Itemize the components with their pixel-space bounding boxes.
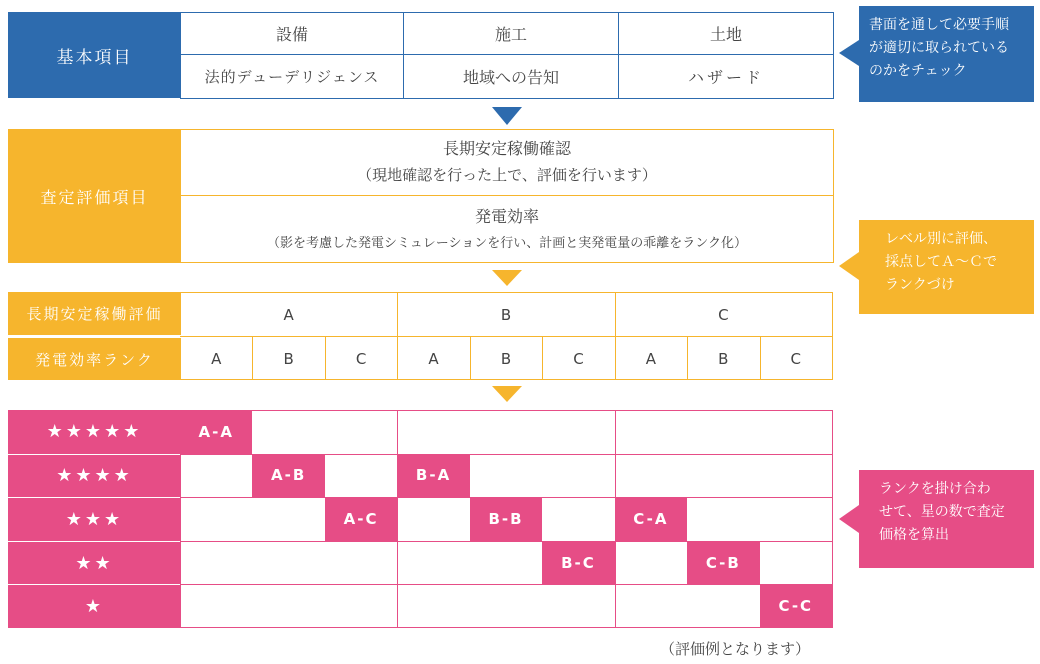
star-rating-label: ★ (8, 584, 181, 628)
matrix-tag-c-a: C-A (615, 497, 687, 541)
matrix-col-line (397, 410, 398, 628)
assessment-note-line: レベル別に評価、 (885, 231, 997, 247)
star-rating-label: ★★ (8, 541, 181, 585)
matrix-tag-a-b: A-B (252, 454, 324, 498)
matrix-tag-b-a: B-A (397, 454, 469, 498)
power-rank-cell: C (790, 349, 801, 368)
stability-check-desc: （現地確認を行った上で、評価を行います） (357, 165, 657, 184)
matrix-note-line: せて、星の数で査定 (879, 504, 1005, 520)
basic-note-line: のかをチェック (869, 63, 967, 79)
power-rank-cell: B (500, 349, 512, 368)
down-arrow-icon (492, 107, 522, 125)
matrix-row-line (180, 584, 832, 585)
stability-check-title: 長期安定稼働確認 (442, 138, 571, 158)
matrix-tag-c-b: C-B (687, 541, 759, 585)
stability-rank-label: 長期安定稼働評価 (8, 292, 181, 335)
power-rank-cell: C (355, 349, 367, 368)
stability-rank-cell: A (283, 305, 294, 324)
matrix-tag-a-c: A-C (325, 497, 397, 541)
assessment-note-line: ランクづけ (885, 277, 955, 293)
assessment-note-line: 採点してＡ～Ｃで (885, 254, 997, 270)
star-rating-label: ★★★★ (8, 454, 181, 498)
basic-item-hazard: ハザード (687, 68, 764, 87)
power-rank-cell: A (428, 349, 439, 368)
note-pointer-icon (839, 40, 859, 66)
power-rank-cell: C (573, 349, 584, 368)
star-rating-label: ★★★ (8, 497, 181, 541)
stability-rank-cell: C (718, 305, 729, 324)
basic-note-line: 書面を通して必要手順 (869, 17, 1009, 33)
basic-item-equipment: 設備 (275, 24, 308, 44)
power-rank-cell: B (718, 349, 729, 368)
assessment-items-label: 査定評価項目 (8, 129, 181, 263)
matrix-tag-a-a: A-A (180, 410, 252, 454)
matrix-note (859, 470, 1034, 568)
power-rank-cell: A (645, 349, 656, 368)
star-rating-label: ★★★★★ (8, 410, 181, 454)
basic-item-land: 土地 (709, 24, 742, 44)
matrix-tag-b-c: B-C (542, 541, 614, 585)
down-arrow-icon (492, 270, 522, 286)
power-efficiency-title: 発電効率 (474, 206, 539, 226)
matrix-tag-b-b: B-B (470, 497, 542, 541)
basic-item-legal-dd: 法的デューデリジェンス (204, 68, 380, 86)
note-pointer-icon (839, 252, 859, 280)
stability-rank-cell: B (500, 305, 512, 324)
power-rank-cell: A (211, 349, 222, 368)
power-efficiency-desc: （影を考慮した発電シミュレーションを行い、計画と実発電量の乖離をランク化） (267, 235, 747, 251)
basic-item-local-notice: 地域への告知 (462, 68, 559, 87)
basic-items-label: 基本項目 (8, 12, 181, 98)
down-arrow-icon (492, 386, 522, 402)
basic-item-construction: 施工 (494, 24, 527, 44)
power-rank-cell: B (283, 349, 294, 368)
basic-note-line: が適切に取られている (869, 40, 1009, 56)
basic-note (859, 6, 1034, 102)
matrix-note-line: ランクを掛け合わ (879, 481, 991, 497)
matrix-note-line: 価格を算出 (879, 527, 949, 543)
matrix-tag-c-c: C-C (760, 584, 832, 628)
power-rank-label: 発電効率ランク (8, 338, 181, 380)
note-pointer-icon (839, 505, 859, 533)
assessment-note (859, 220, 1034, 314)
footnote: （評価例となります） (660, 640, 811, 658)
